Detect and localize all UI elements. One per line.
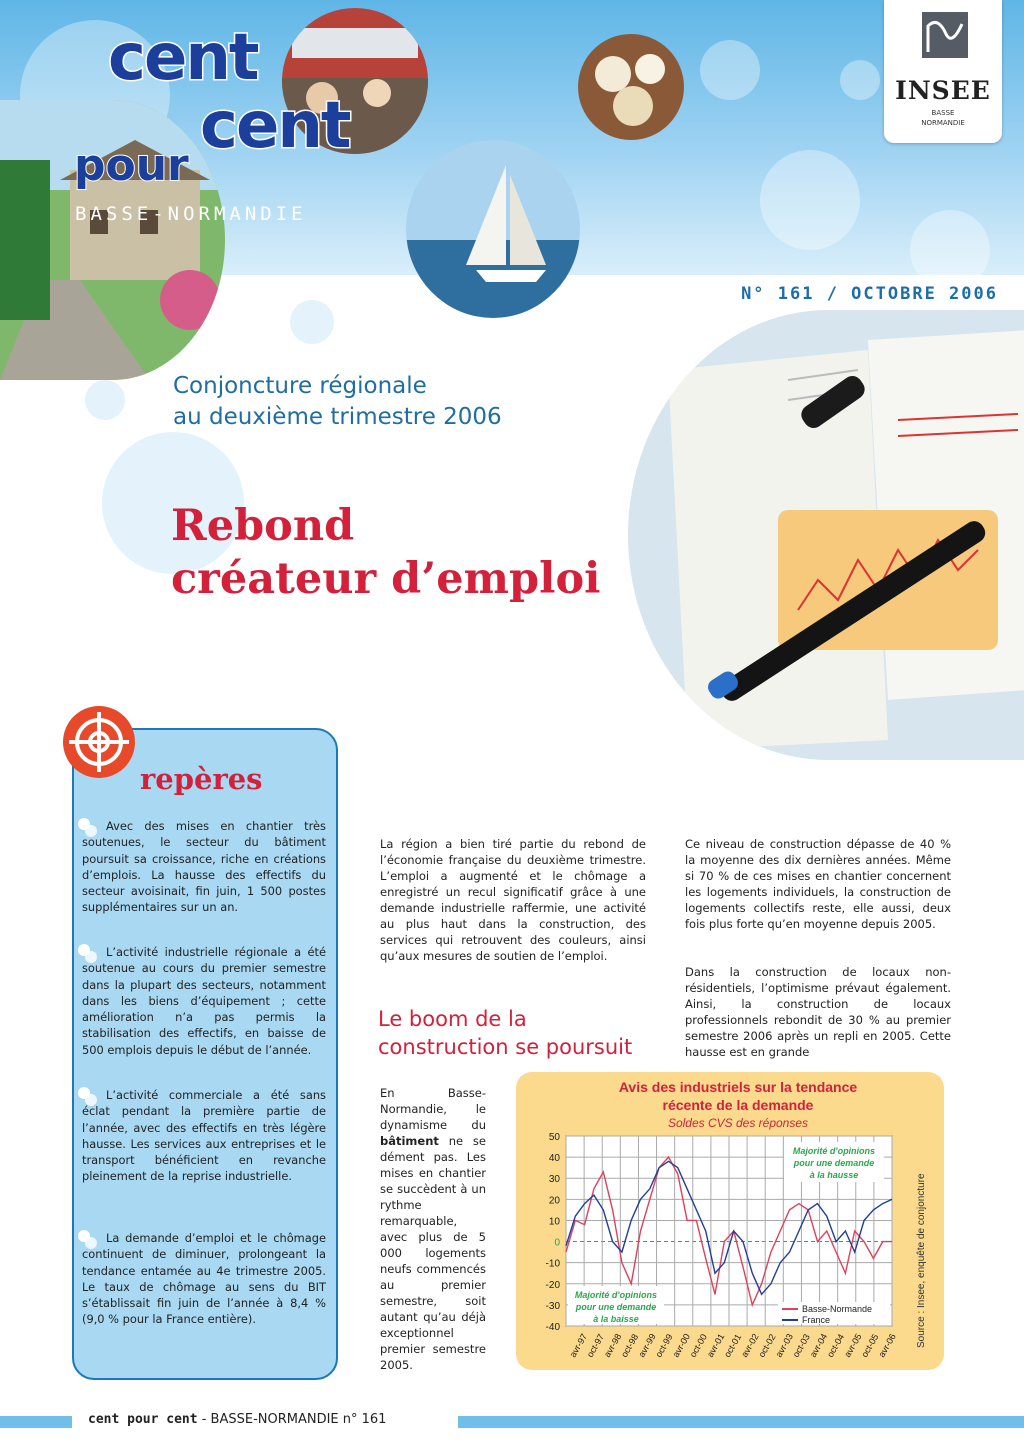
chart-xtick-label: avr-97 <box>567 1331 590 1359</box>
chart-ytick-label: 0 <box>554 1237 560 1249</box>
insee-logo <box>884 0 1002 143</box>
decorative-bubble <box>85 380 125 420</box>
chart-ytick-label: -30 <box>545 1300 560 1312</box>
body-intro: La région a bien tiré partie du rebond de l’économie française du deuxième trimestre. L’emploi a augmenté et le chômage a enregistré un recul significatif grâce à une demande industrielle raffermie, une activité au plus haut dans la construction, des services qui retrouvent des couleurs, ainsi qu’aux mesures de soutien de l’emploi. <box>380 837 646 963</box>
subhead-line1: Le boom de la <box>378 1007 527 1031</box>
chart-xtick-label: avr-01 <box>704 1331 727 1359</box>
chart-annotation-down-line: pour une demande <box>575 1302 657 1312</box>
subhead-line2: construction se poursuit <box>378 1035 633 1059</box>
insee-region-line1: BASSE <box>931 109 955 117</box>
reperes-item: La demande d’emploi et le chômage continuent de diminuer, prolongeant la tendance entamée au 4e trimestre 2005. Le taux de chômage au sens du BIT s’établissait fin juin de l’année à 8,4 % (9,0 % pour la France entière). <box>82 1231 326 1327</box>
footer <box>88 1412 386 1427</box>
chart-xtick-label: avr-05 <box>842 1331 864 1359</box>
chart-annotation-up-line: pour une demande <box>793 1158 875 1168</box>
decorative-bubble <box>840 60 880 100</box>
insee-name: INSEE <box>895 76 991 105</box>
section-subhead <box>378 1005 632 1061</box>
reperes-item: L’activité commerciale a été sans éclat pendant la première partie de l’année, avec des effectifs en très légère hausse. Les services aux entreprises et le transport bénéficient en revanche pleinement de la reprise industrielle. <box>82 1088 326 1184</box>
sailboat-photo <box>406 140 580 318</box>
logo-cent-top: cent <box>108 21 258 95</box>
logo-pour: pour <box>74 140 189 191</box>
paragraph-lead: En Basse-Normandie, le dynamisme du <box>380 1086 486 1132</box>
footer-issue: - BASSE-NORMANDIE n° 161 <box>197 1412 387 1427</box>
chart-xtick-label: avr-00 <box>670 1331 693 1359</box>
chart-xtick-label: avr-99 <box>636 1331 658 1359</box>
chart-source: Source : Insee, enquête de conjoncture <box>916 1173 927 1348</box>
reperes-item: Avec des mises en chantier très soutenues, le secteur du bâtiment poursuit sa croissance, riche en créations d’emplois. La hausse des effectifs du secteur avoisinait, fin juin, 1 500 postes supplémentaires sur un an. <box>82 819 326 915</box>
insee-emblem-icon <box>922 12 968 58</box>
chart-annotation-up-line: Majorité d'opinions <box>792 1146 876 1156</box>
body-paragraph-construction <box>380 1085 486 1373</box>
chart-xtick-label: avr-06 <box>876 1331 898 1359</box>
chart-xtick-label: avr-03 <box>773 1331 795 1359</box>
body-col2-p2: Dans la construction de locaux non-résidentiels, l’optimisme prévaut également. Ainsi, la construction de locaux professionnels rebondit de 30 % au premier semestre 2006 après un repli en 2005. Cette hausse est en grande <box>685 965 951 1059</box>
decorative-bubble <box>760 150 860 250</box>
decorative-bubble <box>290 300 334 344</box>
chart-xtick-label: avr-02 <box>739 1331 761 1359</box>
issue-number: N° 161 / OCTOBRE 2006 <box>741 284 998 304</box>
chart-annotation-up-line: à la hausse <box>809 1170 859 1180</box>
decorative-bubble <box>910 210 990 290</box>
chart-annotation-down-line: Majorité d'opinions <box>574 1290 658 1300</box>
chart-xtick-label: oct-00 <box>687 1332 709 1359</box>
insee-region <box>884 108 1002 128</box>
cheese-photo <box>578 34 684 140</box>
chart-xtick-label: oct-01 <box>722 1332 744 1359</box>
chart-xtick-label: oct-04 <box>825 1332 847 1359</box>
chart-xtick-label: oct-98 <box>619 1332 641 1359</box>
title-line1: Rebond <box>171 501 355 551</box>
chart-title-line1: Avis des industriels sur la tendance <box>618 1079 858 1095</box>
chart-legend-label: France <box>802 1315 831 1325</box>
target-icon <box>63 706 135 778</box>
decorative-bubble <box>700 40 760 100</box>
chart-ytick-label: 30 <box>548 1174 560 1186</box>
chart-xtick-label: oct-02 <box>756 1332 778 1359</box>
footer-bar-left <box>0 1416 72 1428</box>
paragraph-bold: bâtiment <box>380 1134 439 1148</box>
reperes-item: L’activité industrielle régionale a été soutenue au cours du premier semestre dans la plupart des secteurs, notamment dans les biens d’équipement ; cette amélioration n’a pas permis la stabilisation des effectifs, en baisse de 500 emplois depuis le début de l’année. <box>82 945 326 1057</box>
chart-ytick-label: 40 <box>548 1153 560 1165</box>
chart-ytick-label: -20 <box>545 1279 560 1291</box>
chart-xtick-label: oct-99 <box>653 1332 675 1359</box>
chart-title-line2: récente de la demande <box>662 1097 814 1113</box>
chart-xtick-label: oct-97 <box>584 1332 606 1359</box>
kicker-line1: Conjoncture régionale <box>173 373 427 399</box>
title-line2: créateur d’emploi <box>171 554 601 604</box>
logo-cent-bottom: cent <box>200 89 350 163</box>
kicker-line2: au deuxième trimestre 2006 <box>173 404 502 430</box>
chart-ytick-label: 10 <box>548 1216 560 1228</box>
demand-chart <box>516 1072 944 1370</box>
article-kicker <box>173 371 502 433</box>
chart-ytick-label: -40 <box>545 1322 560 1333</box>
chart-ytick-label: 20 <box>548 1195 560 1207</box>
logo-region: BASSE-NORMANDIE <box>75 203 307 225</box>
chart-annotation-down-line: à la baisse <box>593 1314 639 1324</box>
chart-xtick-label: oct-05 <box>859 1332 881 1359</box>
chart-xtick-label: avr-04 <box>807 1331 830 1359</box>
chart-xtick-label: avr-98 <box>601 1331 624 1359</box>
chart-ytick-label: -10 <box>545 1258 560 1270</box>
document-pen-photo <box>628 310 1024 760</box>
reperes-title: repères <box>140 762 263 796</box>
footer-bar-right <box>458 1416 1024 1428</box>
chart-xtick-label: oct-03 <box>790 1332 812 1359</box>
article-title <box>171 500 600 606</box>
paragraph-rest: ne se dément pas. Les mises en chantier se succèdent à un rythme remarquable, avec plus de 5 000 logements neufs commencés au premier semestre, soit autant qu’au déjà exceptionnel premier semestre 2005. <box>380 1134 486 1372</box>
chart-legend-label: Basse-Normande <box>802 1304 873 1314</box>
insee-region-line2: NORMANDIE <box>921 119 965 127</box>
chart-subtitle: Soldes CVS des réponses <box>667 1116 809 1130</box>
footer-brand: cent pour cent <box>88 1412 198 1427</box>
body-col2-p1: Ce niveau de construction dépasse de 40 % la moyenne des dix dernières années. Même si 70 % de ces mises en chantier concernent les logements individuels, la construction de logements collectifs reste, elle aussi, deux fois plus forte qu’en moyenne depuis 2005. <box>685 837 951 931</box>
chart-ytick-label: 50 <box>548 1132 560 1143</box>
